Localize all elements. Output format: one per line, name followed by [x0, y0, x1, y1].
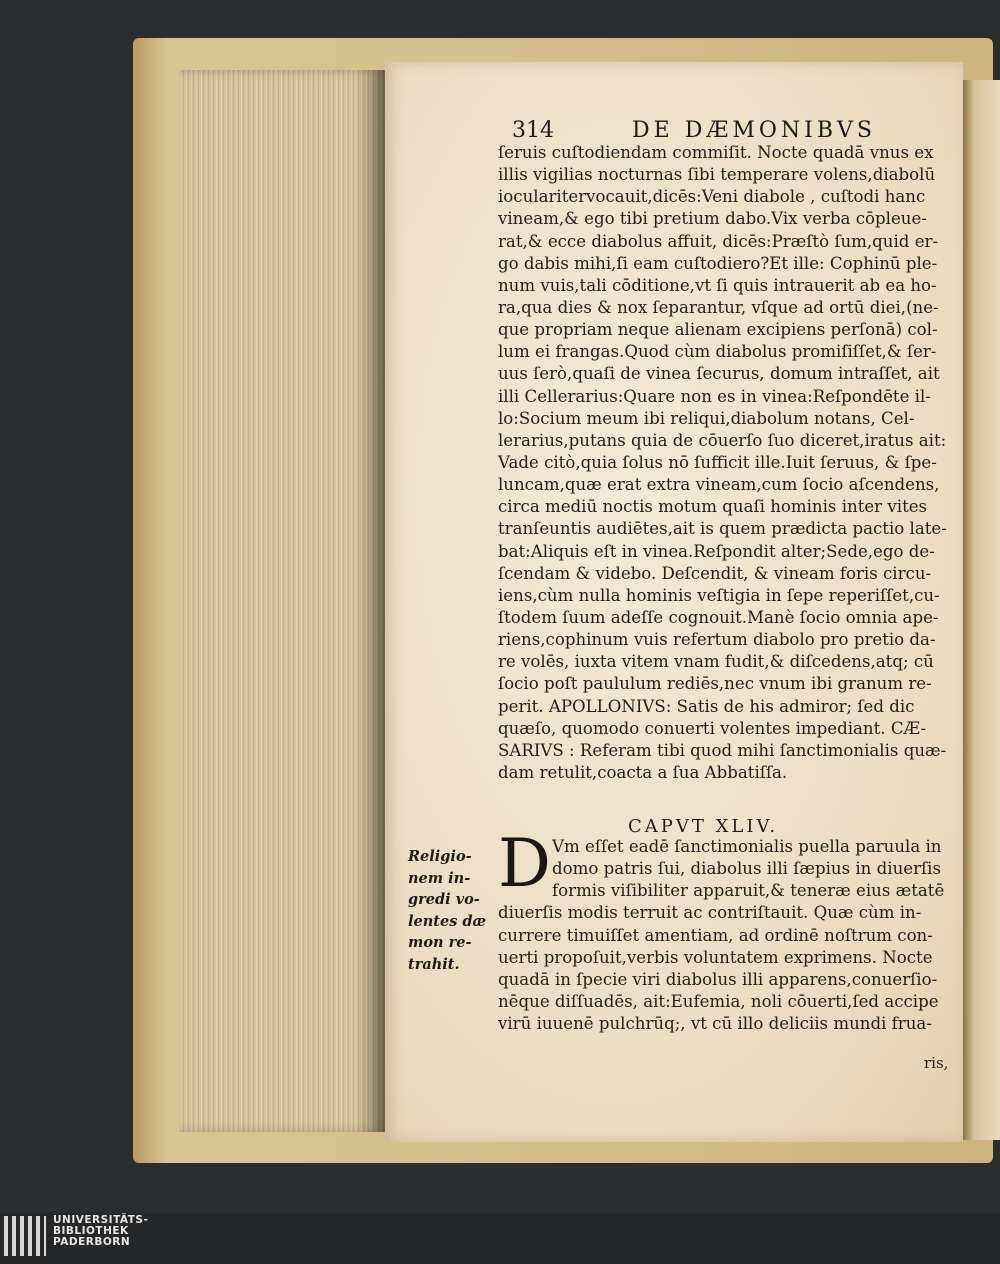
text-line: ſeruis cuſtodiendam commiſit. Nocte quadā vnus ex [498, 143, 934, 162]
footer-bar [0, 1213, 1000, 1264]
text-line: vineam,& ego tibi pretium dabo.Vix verba cōpleue- [498, 209, 927, 229]
text-line: num vuis,tali cōditione,vt ſi quis intrauerit ab ea ho- [498, 275, 937, 295]
text-line: ra,qua dies & nox ſeparantur, vſque ad ortū diei,(ne- [498, 297, 939, 317]
marginal-note-line: mon re- [408, 934, 472, 951]
text-line: circa mediū noctis motum quaſi hominis inter vites [498, 497, 928, 517]
text-line: SARIVS : Referam tibi quod mihi ſanctimonialis quæ- [498, 740, 947, 760]
text-line: Vm eſſet eadē ſanctimonialis puella paruula in [552, 837, 942, 856]
text-line: ſcendam & videbo. Deſcendit, & vineam foris circu- [498, 563, 932, 583]
text-line: currere timuiſſet amentiam, ad ordinē noſtrum con- [498, 925, 933, 945]
logo-line: UNIVERSITÄTS- [53, 1214, 149, 1226]
catchword: ris, [924, 1054, 949, 1072]
text-line: diuerſis modis terruit ac contriſtauit. Quæ cùm in- [498, 903, 922, 923]
text-line: illi Cellerarius:Quare non es in vinea:Reſpondēte il- [498, 386, 931, 406]
text-line: formis viſibiliter apparuit,& teneræ eius ætatē [552, 881, 945, 901]
library-logo-icon [4, 1216, 46, 1256]
text-line: ſocio poſt paululum rediēs,nec vnum ibi granum re- [498, 674, 932, 694]
text-line: nēque diſſuadēs, ait:Eufemia, noli cōuerti,ſed accipe [498, 991, 939, 1011]
text-line: go dabis mihi,ſi eam cuſtodiero?Et ille: Cophinū ple- [498, 253, 938, 273]
marginal-note-line: gredi vo- [408, 891, 480, 908]
text-line: dam retulit,coacta a ſua Abbatiſſa. [498, 762, 788, 782]
text-line: bat:Aliquis eſt in vinea.Reſpondit alter;Sede,ego de- [498, 541, 935, 561]
text-line: illis vigilias nocturnas ſibi temperare volens,diabolū [498, 165, 936, 185]
text-line: lum ei frangas.Quod cùm diabolus promiſiſſet,& ſer- [498, 342, 937, 362]
library-logo-text [53, 1215, 148, 1248]
text-line: Vade citò,quia ſolus nō ſufficit ille.Iuit ſeruus, & ſpe- [498, 452, 937, 472]
text-line: iens,cùm nulla hominis veſtigia in ſepe reperiſſet,cu- [498, 585, 940, 605]
logo-line: BIBLIOTHEK [53, 1225, 129, 1237]
text-line: tranſeuntis audiētes,ait is quem prædicta pactio late- [498, 519, 947, 539]
drop-cap: D [498, 825, 551, 902]
text-line: lerarius,putans quia de cōuerſo ſuo diceret,iratus ait: [498, 430, 947, 450]
page-number: 314 [512, 118, 554, 143]
marginal-note-line: trahit. [408, 955, 460, 973]
text-line: quæſo, quomodo conuerti volentes impediant. CÆ- [498, 718, 927, 738]
text-line: rat,& ecce diabolus affuit, dicēs:Præſtò ſum,quid er- [498, 231, 939, 251]
marginal-note-line: lentes dæ [408, 912, 487, 930]
text-line: uus ſerò,quaſi de vinea ſecurus, domum intraſſet, ait [498, 364, 940, 384]
text-line: virū iuuenē pulchrūq;, vt cū illo deliciis mundi frua- [498, 1014, 932, 1034]
text-line: ſtodem ſuum adeſſe cognouit.Manè ſocio omnia ape- [498, 607, 939, 627]
marginal-note-line: Religio- [408, 848, 472, 865]
text-line: re volēs, iuxta vitem vnam fudit,& diſcedens,atq; cū [498, 652, 934, 672]
gutter-shadow [355, 70, 385, 1132]
text-line: perit. APOLLONIVS: Satis de his admiror; ſed dic [498, 696, 915, 716]
text-line: uerti propoſuit,verbis voluntatem exprimens. Nocte [498, 947, 933, 967]
text-line: iocularitervocauit,dicēs:Veni diabole , cuſtodi hanc [498, 187, 926, 207]
marginal-note [408, 846, 488, 975]
marginal-note-line: nem in- [408, 869, 471, 887]
text-line: lo:Socium meum ibi reliqui,diabolum notans, Cel- [498, 408, 915, 428]
chapter-heading: CAPVT XLIV. [628, 816, 779, 837]
text-line: riens,cophinum vuis refertum diabolo pro pretio da- [498, 630, 936, 650]
text-line: quadā in ſpecie viri diabolus illi apparens,conuerſio- [498, 969, 938, 989]
logo-line: PADERBORN [53, 1236, 131, 1248]
text-line: domo patris ſui, diabolus illi ſæpius in diuerſis [552, 859, 941, 879]
text-line: luncam,quæ erat extra vineam,cum ſocio aſcendens, [498, 475, 940, 495]
facing-page-edge [963, 80, 1000, 1140]
body-text [498, 142, 953, 784]
running-title: DE DÆMONIBVS [632, 118, 876, 143]
text-line: que propriam neque alienam excipiens perſonā) col- [498, 320, 938, 340]
